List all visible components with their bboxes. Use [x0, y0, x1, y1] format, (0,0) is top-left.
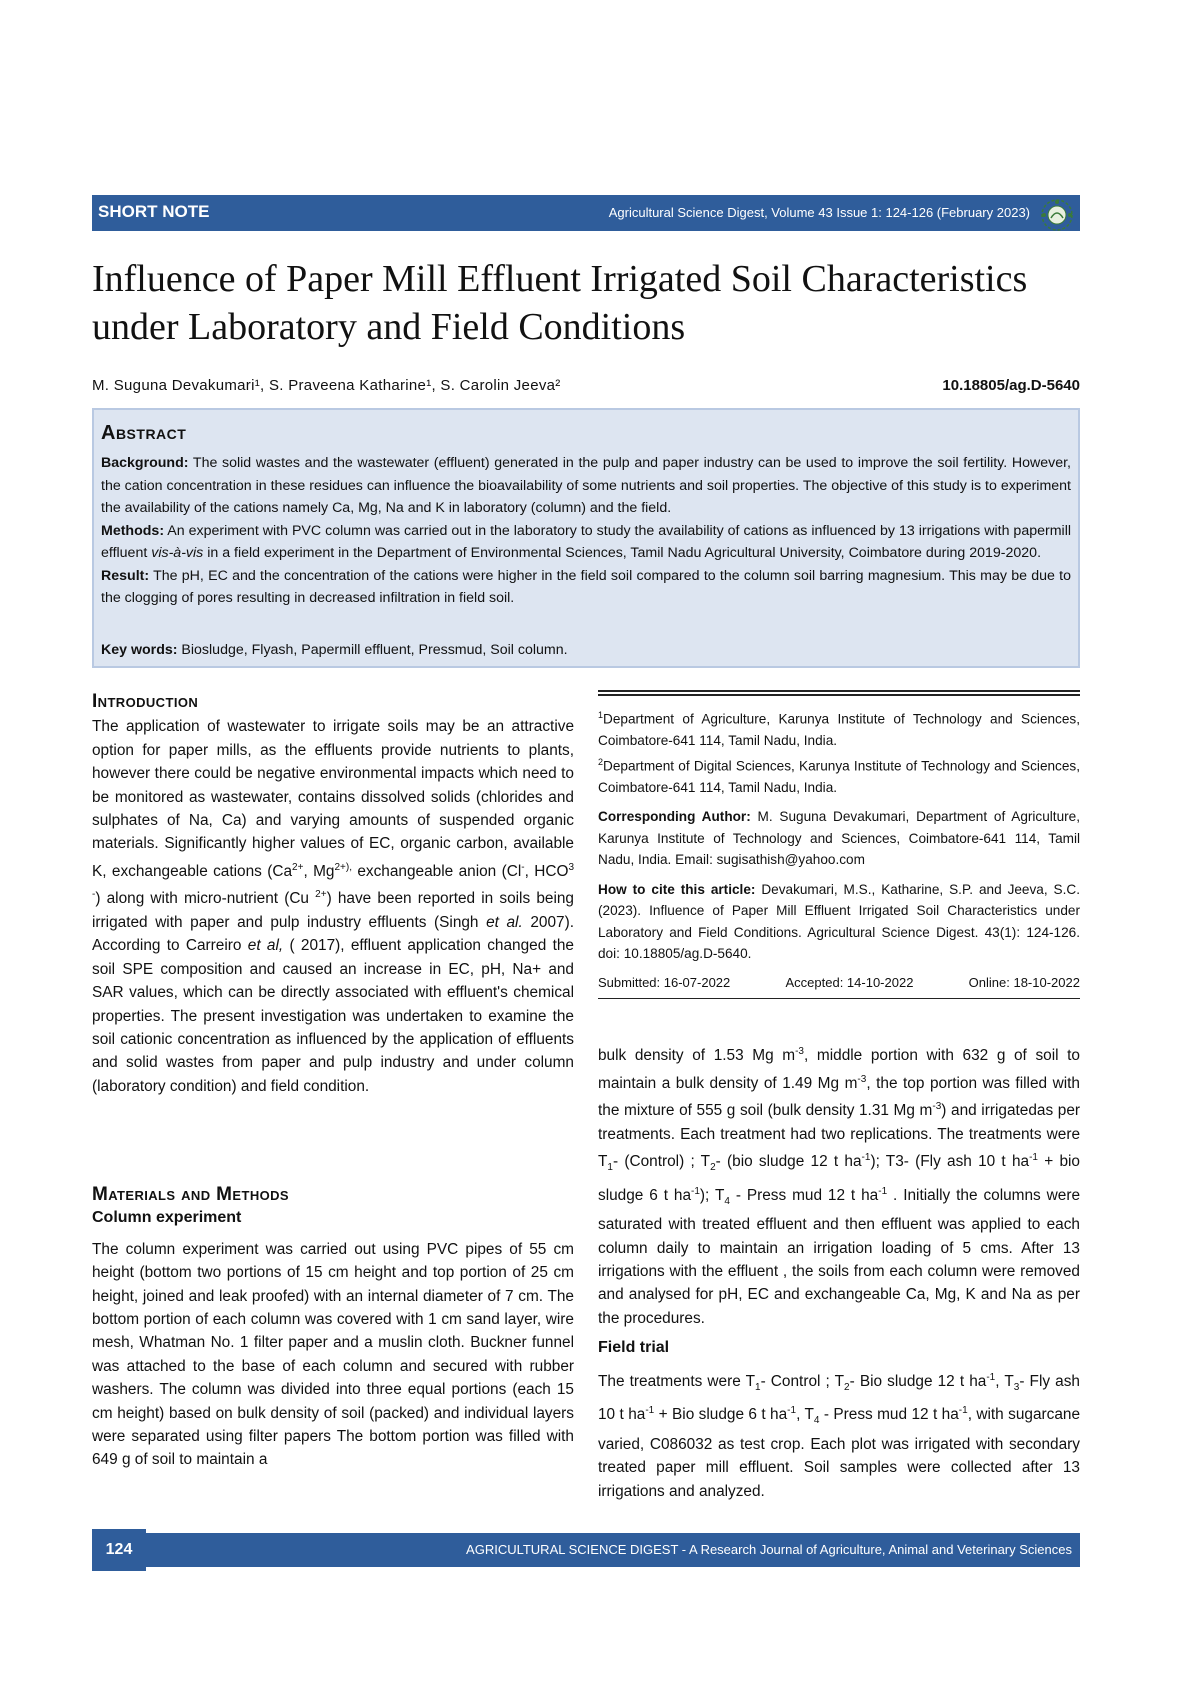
abstract-methods: [101, 520, 1071, 565]
footer-band: [146, 1533, 1080, 1567]
affiliation-top-rule: [598, 690, 1080, 696]
keywords: [101, 642, 568, 658]
article-dates: [598, 975, 1080, 990]
field-trial-text: The treatments were $T_1-$ Control ; $T_2-$ Bio sludge 12 t $ha^{-1}$, $T_3-$ Fly ash 10 t $ha^{-1}$ + Bio sludge 6 t $ha^{-1}$, $T_4$ - Press mud 12 t $ha^{-1}$, with sugarcane varied, C086032 as test crop. Each plot was irrigated with secondary treated paper mill effluent. Soil samples were collected after 13 irrigations and analyzed.: [598, 1371, 1081, 1500]
column-experiment-text: The column experiment was carried out using PVC pipes of 55 cm height (bottom two portions of 15 cm height and top portion of 25 cm height, joined and leak proofed) with an internal diameter of 7 cm. The bottom portion of each column was covered with 1 cm sand layer, wire mesh, Whatman No. 1 filter paper and a muslin cloth. Buckner funnel was attached to the base of each column and secured with rubber washers. The column was divided into three equal portions (each 15 cm height) based on bulk density of soil (packed) and individual layers were separated using filter papers The bottom portion was filled with 649 g of soil to maintain a: [92, 1240, 574, 1469]
accepted-date: Accepted: 14-10-2022: [785, 975, 914, 990]
methods-label: Methods:: [101, 522, 165, 539]
journal-info: Agricultural Science Digest, Volume 43 Issue 1: 124-126 (February 2023): [608, 205, 1030, 220]
author-list: M. Suguna Devakumari¹, S. Praveena Katharine¹, S. Carolin Jeeva²: [92, 377, 561, 394]
journal-logo-icon: [1038, 196, 1076, 234]
section-label: SHORT NOTE: [98, 202, 210, 221]
result-text: The pH, EC and the concentration of the cations were higher in the field soil compared to the column soil barring magnesium. This may be due to the clogging of pores resulting in decreased infiltration in field soil.: [101, 567, 1071, 606]
footer-journal-line: AGRICULTURAL SCIENCE DIGEST - A Research Journal of Agriculture, Animal and Veterinary Sciences: [466, 1542, 1072, 1557]
right-column-body: [598, 1040, 1080, 1503]
page-number: 124: [92, 1529, 146, 1571]
online-date: Online: 18-10-2022: [968, 975, 1080, 990]
field-trial-heading: Field trial: [598, 1339, 670, 1357]
title-line-1: Influence of Paper Mill Effluent Irrigated Soil Characteristics: [92, 258, 1028, 300]
article-title: [92, 255, 1092, 351]
column-experiment-heading: Column experiment: [92, 1209, 242, 1227]
introduction-section: [92, 690, 574, 1098]
journal-header-band: [92, 195, 1080, 231]
corresponding-author: Corresponding Author: M. Suguna Devakumari, Department of Agriculture, Karunya Institute of Technology and Sciences, Coimbatore-641 114, Tamil Nadu, India. Email: sugisathish@yahoo.com: [598, 809, 1081, 868]
methods-heading: Materials and Methods: [92, 1184, 289, 1205]
introduction-text: The application of wastewater to irrigate soils may be an attractive option for paper mills, as the effluents provide nutrients to plants, however there could be negative environmental impacts which need to be monitored as wastewater, contains dissolved solids (chlorides and sulphates of Na, Ca) and varying amounts of suspended organic materials. Significantly higher values of EC, organic carbon, available K, exchangeable cations ($Ca^{2+}$, $Mg^{2+),}$ exchangeable anion (Cl-, $HCO^{3 -}$) along with micro-nutrient (Cu $^{2+}$) have been reported in soils being irrigated with paper and pulp industry effluents (Singh et al. 2007). According to Carreiro et al, ( 2017), effluent application changed the soil SPE composition and caused an increase in EC, pH, Na+ and SAR values, which can be directly associated with effluent's chemical properties. The present investigation was undertaken to examine the soil cationic concentration as influenced by the application of effluents and solid wastes from paper and pulp industry and under column (laboratory condition) and field condition.: [92, 718, 574, 1095]
how-to-cite: How to cite this article: Devakumari, M.S., Katharine, S.P. and Jeeva, S.C. (2023). Influence of Paper Mill Effluent Irrigated Soil Characteristics under Laboratory and Field Conditions. Agricultural Science Digest. 43(1): 124-126. doi: 10.18805/ag.D-5640.: [598, 881, 1080, 962]
submitted-date: Submitted: 16-07-2022: [598, 975, 731, 990]
doi[interactable]: 10.18805/ag.D-5640: [942, 377, 1080, 394]
methods-section: [92, 1183, 574, 1472]
introduction-heading: Introduction: [92, 691, 199, 712]
abstract-box: [92, 408, 1080, 668]
methods-text: An experiment with PVC column was carried out in the laboratory to study the availability of cations as influenced by 13 irrigations with papermill effluent: [101, 522, 1071, 561]
abstract-heading: Abstract: [101, 422, 187, 444]
title-line-2: under Laboratory and Field Conditions: [92, 306, 686, 348]
result-label: Result:: [101, 567, 150, 584]
background-label: Background:: [101, 455, 189, 471]
abstract-result: [101, 565, 1071, 610]
abstract-background: [101, 452, 1071, 520]
methods-italic: vis-à-vis: [151, 545, 204, 561]
background-text: The solid wastes and the wastewater (effluent) generated in the pulp and paper industry can be used to improve the soil fertility. However, the cation concentration in these residues can influence the bioavailability of some nutrients and soil properties. The objective of this study is to experiment the availability of the cations namely Ca, Mg, Na and K in laboratory (column) and the field.: [101, 455, 1071, 516]
affiliation-1: $^1$Department of Agriculture, Karunya Institute of Technology and Sciences, Coimbatore-641 114, Tamil Nadu, India.: [598, 710, 1080, 749]
abstract-body: [101, 452, 1071, 610]
column-experiment-continued: bulk density of 1.53 Mg $m^{-3}$, middle portion with 632 g of soil to maintain a bulk density of 1.49 Mg $m^{-3}$, the top portion was filled with the mixture of 555 g soil (bulk density 1.31 Mg $m^{-3}$) and irrigatedas per treatments. Each treatment had two replications. The treatments were $T_1-$ (Control) ; $T_2-$ (bio sludge 12 t $ha^{-1}$); T3- (Fly ash 10 t $ha^{-1}$ + bio sludge 6 t $ha^{-1}$); $T_4$ - Press mud 12 t $ha^{-1}$ . Initially the columns were saturated with treated effluent and then effluent was applied to each column daily to maintain an irrigation loading of 5 cms. After 13 irrigations with the effluent , the soils from each column were removed and analysed for pH, EC and exchangeable Ca, Mg, K and Na as per the procedures.: [598, 1046, 1081, 1327]
affiliation-bottom-rule: [598, 998, 1080, 999]
methods-text-2: in a field experiment in the Department of Environmental Sciences, Tamil Nadu Agricultural University, Coimbatore during 2019-2020.: [203, 545, 1042, 561]
keywords-label: Key words:: [101, 642, 178, 658]
keywords-text: Biosludge, Flyash, Papermill effluent, Pressmud, Soil column.: [177, 642, 568, 658]
affiliations: [598, 705, 1080, 965]
affiliation-2: $^2$Department of Digital Sciences, Karunya Institute of Technology and Sciences, Coimbatore-641 114, Tamil Nadu, India.: [598, 756, 1080, 795]
